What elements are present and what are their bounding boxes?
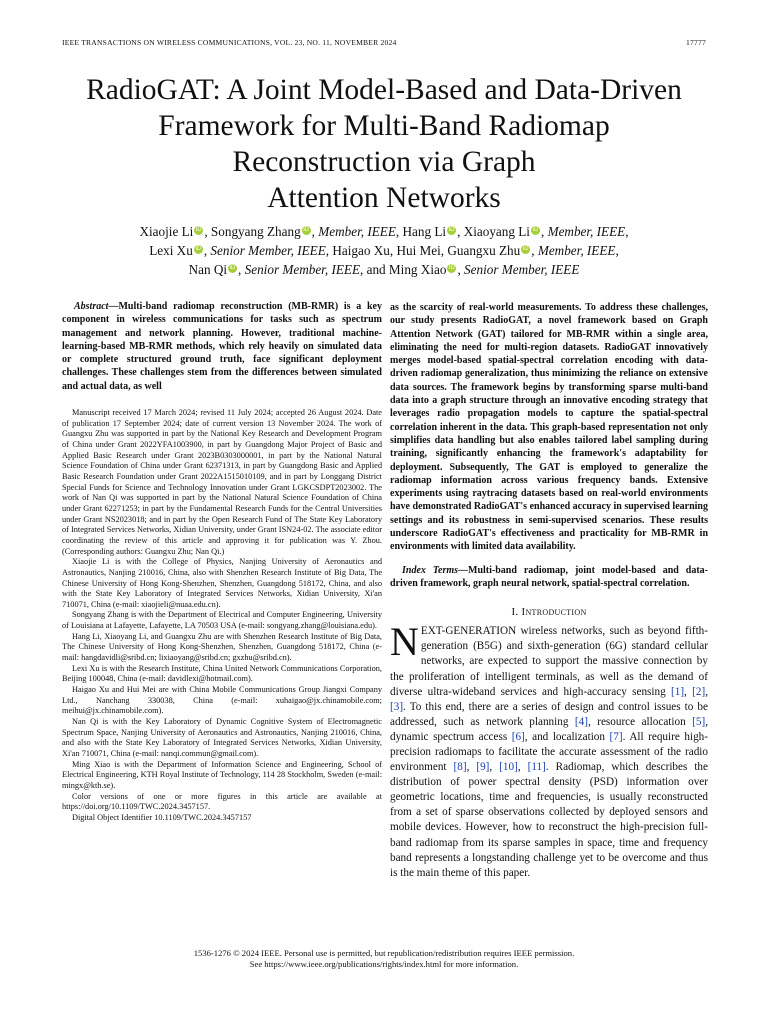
intro-paragraph: NEXT-GENERATION wireless networks, such as beyond fifth-generation (B5G) and sixth-generation (6G) standard cellular networks, are expected to support the massive connection by the proliferation of intelligent terminals, as well as the demand of diverse ultra-wideband services and high-accuracy sensing [1], [2], [3]. To this end, there are a series of design and control issues to be addressed, such as network planning [4], resource allocation [5], dynamic spectrum access [6], and localization [7]. All require high-precision radiomaps to facilitate the accurate assessment of the radio environment [8], [9], [10], [11]. Radiomap, which describes the distribution of power spectral density (PSD) information over geometric locations, time and frequencies, is usually reconstructed from a set of sparse observations collected by deployed sensors and mobile devices. However, how to reconstruct the high-precision full-band radiomap from its sparse samples in space, time and frequency band represents a longstanding challenge yet to be overcome and thus is the main theme of this paper. (390, 619, 709, 879)
footnotes (62, 408, 382, 824)
footnote: Digital Object Identifier 10.1109/TWC.2024.3457157 (72, 812, 252, 822)
citation-link[interactable]: [5] (692, 715, 706, 728)
author-affiliation: Senior Member, IEEE (210, 243, 326, 258)
copyright-line: See https://www.ieee.org/publications/rights/index.html for more information. (249, 959, 519, 969)
intro-text: . All require high-precision radiomaps to facilitate the accurate assessment of the radio environment (390, 730, 708, 774)
intro-text: . To this end, there are a series of design and control issues to be addressed, such as network planning (390, 700, 708, 728)
footnote: Hang Li, Xiaoyang Li, and Guangxu Zhu are with Shenzhen Research Institute of Big Data, The Chinese University of Hong Kong-Shenzhen, Shenzhen, Guangdong 518172, China (e-mail: hangdavidli@sribd.cn; lixiaoyang@sribd.cn; gxzhu@sribd.cn). (62, 631, 382, 663)
orcid-icon[interactable]: iD (303, 227, 309, 233)
author-affiliation: Senior Member, IEEE (464, 262, 580, 277)
author-line: Xiaojie Li iD , Songyang Zhang iD , Member, IEEE, Hang Li iD , Xiaoyang Li iD , Member, IEEE, (139, 224, 629, 239)
author-affiliation: Senior Member, IEEE (244, 262, 360, 277)
footnote: Lexi Xu is with the Research Institute, China United Network Communications Corporation, Beijing 100048, China (e-mail: davidlexi@hotmail.com). (62, 663, 382, 684)
footnote: Ming Xiao is with the Department of Information Science and Engineering, School of Electrical Engineering, KTH Royal Institute of Technology, 114 28 Stockholm, Sweden (e-mail: mingx@kth.se). (62, 759, 382, 790)
author-list (40, 222, 728, 279)
citation-link[interactable]: [10] (499, 761, 518, 774)
orcid-icon[interactable]: iD (195, 246, 202, 252)
author-name: Haigao Xu, Hui Mei, Guangxu Zhu (332, 243, 521, 258)
orcid-icon[interactable]: iD (448, 227, 455, 233)
copyright-notice (40, 948, 728, 970)
abstract-paragraph: Abstract—Multi-band radiomap reconstruction (MB-RMR) is a key component in wireless communications for tasks such as spectrum management and network planning. However, traditional machine-learning-based MB-RMR methods, which rely heavily on simulated data or complete structured ground truth, face significant deployment challenges. These challenges stem from the differences between simulated and actual data, as well (62, 301, 382, 392)
index-terms-text: Multi-band radiomap, joint model-based and data-driven framework, graph neural network, spatial-spectral correlation. (390, 564, 708, 589)
copyright-line: 1536-1276 © 2024 IEEE. Personal use is permitted, but republication/redistribution requires IEEE permission. (193, 948, 575, 958)
author-name: Hang Li (402, 224, 447, 239)
title-line: RadioGAT: A Joint Model-Based and Data-Driven (86, 74, 682, 106)
intro-text: , resource allocation (587, 715, 693, 728)
journal-name: IEEE TRANSACTIONS ON WIRELESS COMMUNICATIONS, VOL. 23, NO. 11, NOVEMBER 2024 (62, 38, 397, 47)
abstract-left (62, 300, 382, 393)
title-line: Framework for Multi-Band Radiomap (158, 110, 610, 142)
running-header (62, 38, 706, 47)
abstract-label: Abstract (74, 301, 109, 312)
author-affiliation: Member, IEEE (318, 224, 396, 239)
paper-title (40, 72, 728, 216)
section-number: I. (511, 606, 519, 619)
citation-link[interactable]: [2] (692, 685, 706, 698)
intro-lead: EXT-GENERATION (420, 625, 517, 638)
section-heading (390, 606, 708, 618)
author-name: and Ming Xiao (366, 262, 447, 277)
citation-link[interactable]: [3] (390, 700, 404, 713)
drop-cap: N (390, 619, 419, 665)
author-line: Lexi Xu iD , Senior Member, IEEE, Haigao Xu, Hui Mei, Guangxu Zhu iD , Member, IEEE, (149, 243, 619, 258)
intro-text: , and localization (524, 730, 610, 743)
citation-link[interactable]: [6] (511, 730, 525, 743)
index-terms-label: Index Terms (402, 564, 459, 576)
intro-text: . Radiomap, which describes the distribution of power spectral density (PSD) information over geometric locations, time and frequencies, is usually reconstructed from a set of sparse observations collected by deployed sensors and mobile devices. However, how to reconstruct the high-precision full-band radiomap from its sparse samples in space, time and frequency band represents a longstanding challenge yet to be overcome and thus is the main theme of this paper. (390, 761, 708, 879)
intro-text: , dynamic spectrum access (390, 715, 709, 743)
citation-link[interactable]: [4] (574, 715, 588, 728)
footnote: Songyang Zhang is with the Department of Electrical and Computer Engineering, University of Louisiana at Lafayette, Lafayette, LA 70503 USA (e-mail: songyang.zhang@louisiana.edu). (62, 610, 382, 631)
section-title: Introduction (521, 606, 587, 619)
index-terms: Index Terms—Multi-band radiomap, joint model-based and data-driven framework, graph neural network, spatial-spectral correlation. (390, 564, 708, 589)
author-name: Xiaoyang Li (463, 224, 530, 239)
citation-link[interactable]: [9] (476, 761, 490, 774)
citation-link[interactable]: [8] (453, 761, 467, 774)
author-name: Xiaojie Li (139, 224, 194, 239)
right-column (390, 301, 708, 881)
footnote: Nan Qi is with the Key Laboratory of Dynamic Cognitive System of Electromagnetic Spectrum Space, Nanjing University of Aeronautics and Astronautics, Nanjing 210016, China, and also with the State Key Laboratory of Integrated Services Networks, Xidian University, Xi'an 710071, China (e-mail: nanqi.commun@gmail.com). (62, 717, 382, 758)
orcid-icon[interactable]: iD (195, 227, 202, 233)
footnote: Xiaojie Li is with the College of Physics, Nanjing University of Aeronautics and Astronautics, Nanjing 210016, China, also with Shenzhen Research Institute of Big Data, The Chinese University of Hong Kong-Shenzhen, Shenzhen, Guangdong 518172, China, and also with the State Key Laboratory of Integrated Services Networks, Xidian University, Xi'an 710071, China (e-mail: xiaojieli@nuaa.edu.cn). (62, 557, 382, 609)
citation-link[interactable]: [7] (609, 730, 623, 743)
footnote: Manuscript received 17 March 2024; revised 11 July 2024; accepted 26 August 2024. Date of publication 17 September 2024; date of current version 13 November 2024. The work of Guangxu Zhu was supported in part by the National Key Research and Development Program of China under Grant 2022YFA1003900, in part by Guangdong Major Project of Basic and Applied Basic Research under Grant 2023B0303000001, in part by the National Natural Science Foundation of China under Grant 62371313, in part by Guangdong Basic and Applied Basic Research Foundation under Grant 2022A1515010109, and in part by Longgang District Special Funds for Science and Technology Innovation under Grant LGKCSDPT2023002. The work of Nan Qi was supported in part by the National Natural Science Foundation of China under Grant 62271253; in part by the Fundamental Research Funds for the Central Universities under Grant NS2023018; and in part by the Open Research Fund of The State Key Laboratory of Integrated Services Networks, Xidian University, under Grant ISN24-02. The associate editor coordinating the review of this article and approving it for publication was Y. Zhou. (Corresponding authors: Guangxu Zhu; Nan Qi.) (62, 408, 382, 556)
citation-link[interactable]: [1] (671, 685, 685, 698)
author-name: Lexi Xu (149, 243, 193, 258)
title-line: Reconstruction via Graph (232, 146, 536, 178)
abstract-text: Multi-band radiomap reconstruction (MB-RMR) is a key component in wireless communications for tasks such as spectrum management and network planning. However, traditional machine-learning-based MB-RMR methods, which rely heavily on simulated data or complete structured ground truth, face significant deployment challenges. These challenges stem from the differences between simulated and actual data, as well (62, 301, 382, 392)
orcid-icon[interactable]: iD (229, 265, 236, 271)
author-line: Nan Qi iD , Senior Member, IEEE, and Ming Xiao iD , Senior Member, IEEE (188, 262, 580, 277)
citation-link[interactable]: [11] (527, 761, 546, 774)
orcid-icon[interactable]: iD (522, 246, 529, 252)
orcid-icon[interactable]: iD (449, 265, 455, 271)
footnote: Haigao Xu and Hui Mei are with China Mobile Communications Group Jiangxi Company Ltd., Nanchang 330038, China (e-mail: xuhaigao@jx.chinamobile.com; meihui@jx.chinamobile.com). (62, 685, 382, 716)
page-number: 17777 (686, 38, 706, 47)
footnote[interactable]: Color versions of one or more figures in this article are available at https://doi.org/10.1109/TWC.2024.3457157. (62, 791, 382, 812)
author-name: Nan Qi (188, 262, 228, 277)
author-affiliation: Member, IEEE (537, 243, 616, 258)
title-line: Attention Networks (267, 182, 501, 214)
intro-text: wireless networks, such as beyond fifth-generation (B5G) and sixth-generation (6G) standard cellular networks, are expected to support the massive connection by the proliferation of intelligent terminals, as well as the demand of diverse ultra-wideband services and high-accuracy sensing (390, 625, 708, 698)
abstract-continued: as the scarcity of real-world measurements. To address these challenges, our study presents RadioGAT, a novel framework based on Graph Attention Network (GAT) tailored for MB-RMR within a single area, eliminating the need for multi-region datasets. RadioGAT innovatively merges model-based spatial-spectral correlation encoding with data-driven radiomap generalization, thus minimizing the reliance on extensive data sources. The framework begins by transforming sparse multi-band data into a graph structure through an innovative encoding strategy that leverages radio propagation models to capture the spatial-spectral correlation inherent in the data. This graph-based representation not only simplifies data handling but also enables tailored label sampling during training, significantly enhancing the framework's adaptability for deployment. Subsequently, The GAT is employed to generalize the radiomap information across various frequency bands. Extensive experiments using raytracing datasets based on real-world environments have demonstrated RadioGAT's enhanced accuracy in supervised learning settings and its robustness in semi-supervised scenarios. These results underscore RadioGAT's effectiveness and practicality for MB-RMR in environments with limited data availability. (390, 302, 708, 553)
author-affiliation: Member, IEEE (547, 224, 626, 239)
orcid-icon[interactable]: iD (532, 227, 539, 233)
author-name: Songyang Zhang (210, 224, 301, 239)
